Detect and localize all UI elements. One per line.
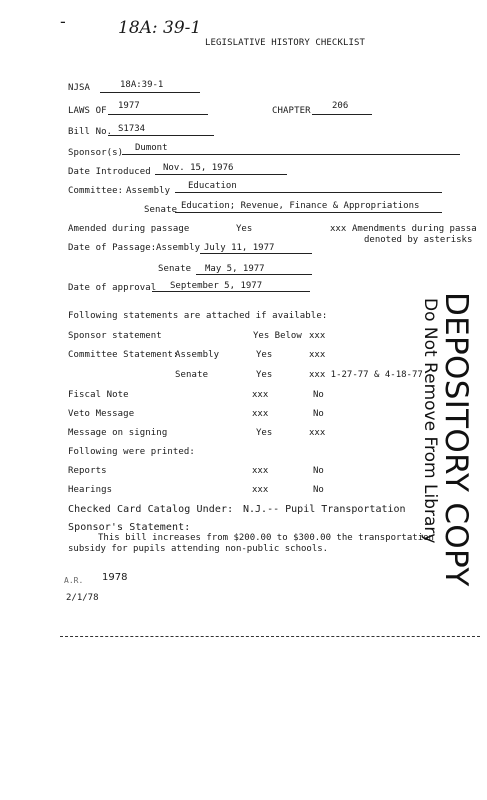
- laws-of-underline: [108, 114, 208, 115]
- passage-senate-value: May 5, 1977: [205, 264, 265, 274]
- committee-senate-value: Education; Revenue, Finance & Appropriations: [181, 201, 420, 211]
- handwritten-code: 18A: 39-1: [118, 18, 202, 38]
- card-catalog-label: Checked Card Catalog Under:: [68, 504, 234, 515]
- njsa-label: NJSA: [68, 83, 91, 93]
- bill-no-label: Bill No.: [68, 127, 113, 137]
- veto-no: No: [313, 409, 324, 419]
- sponsor-statement-no: xxx: [309, 331, 326, 341]
- sponsor-statement-label: Sponsor statement: [68, 331, 162, 341]
- committee-label: Committee:: [68, 186, 124, 196]
- committee-statement-label: Committee Statement:: [68, 350, 179, 360]
- dash-mark: -: [60, 12, 66, 31]
- hearings-yes: xxx: [252, 485, 269, 495]
- passage-assembly-underline: [200, 253, 312, 254]
- sponsor-text-line1: This bill increases from $200.00 to $300.00 the transportation: [98, 533, 434, 543]
- committee-statement-assembly-label: Assembly: [175, 350, 220, 360]
- sponsor-label: Sponsor(s): [68, 148, 124, 158]
- amended-yes: Yes: [236, 224, 253, 234]
- sponsor-statement-yes: Yes Below: [253, 331, 302, 341]
- amended-no: xxx: [330, 224, 347, 234]
- passage-assembly-value: July 11, 1977: [204, 243, 275, 253]
- dashed-separator: [60, 636, 480, 637]
- bill-no-value: S1734: [118, 124, 146, 134]
- committee-assembly-underline: [175, 192, 442, 193]
- laws-of-value: 1977: [118, 101, 140, 111]
- date-introduced-label: Date Introduced: [68, 167, 151, 177]
- sponsor-text-heading: Sponsor's Statement:: [68, 522, 191, 533]
- sponsor-underline: [122, 154, 460, 155]
- passage-assembly-label: Assembly: [156, 243, 201, 253]
- chapter-value: 206: [332, 101, 349, 111]
- njsa-underline: [100, 92, 200, 93]
- sponsor-value: Dumont: [135, 143, 168, 153]
- amendments-note-1: Amendments during passa: [352, 224, 477, 234]
- statements-intro: Following statements are attached if available:: [68, 311, 328, 321]
- amended-label: Amended during passage: [68, 224, 190, 234]
- fiscal-note-yes: xxx: [252, 390, 269, 400]
- hearings-label: Hearings: [68, 485, 113, 495]
- date-introduced-value: Nov. 15, 1976: [163, 163, 234, 173]
- committee-statement-assembly-yes: Yes: [256, 350, 273, 360]
- footer-initials: A.R.: [64, 576, 84, 585]
- njsa-value: 18A:39-1: [120, 80, 164, 90]
- chapter-label: CHAPTER: [272, 106, 311, 116]
- fiscal-note-label: Fiscal Note: [68, 390, 129, 400]
- approval-label: Date of approval: [68, 283, 157, 293]
- committee-statement-assembly-no: xxx: [309, 350, 326, 360]
- reports-label: Reports: [68, 466, 107, 476]
- fiscal-note-no: No: [313, 390, 324, 400]
- stamp-line2: Do Not Remove From Library: [420, 298, 440, 544]
- committee-statement-senate-label: Senate: [175, 370, 209, 380]
- hearings-no: No: [313, 485, 324, 495]
- passage-senate-underline: [196, 274, 312, 275]
- printed-intro: Following were printed:: [68, 447, 195, 457]
- approval-value: September 5, 1977: [170, 281, 263, 291]
- committee-assembly-label: Assembly: [126, 186, 171, 196]
- card-catalog-value: N.J.-- Pupil Transportation: [243, 504, 406, 515]
- page-title: LEGISLATIVE HISTORY CHECKLIST: [205, 38, 366, 48]
- depository-stamp: [418, 292, 474, 587]
- passage-senate-label: Senate: [158, 264, 192, 274]
- date-introduced-underline: [155, 174, 287, 175]
- chapter-underline: [312, 114, 372, 115]
- date-passage-label: Date of Passage:: [68, 243, 157, 253]
- amendments-note-2: denoted by asterisks: [364, 235, 473, 245]
- bill-no-underline: [108, 135, 214, 136]
- committee-statement-senate-no: xxx 1-27-77 & 4-18-77: [309, 370, 423, 380]
- committee-statement-senate-yes: Yes: [256, 370, 273, 380]
- footer-year: 1978: [102, 572, 128, 583]
- footer-date: 2/1/78: [66, 593, 99, 603]
- reports-yes: xxx: [252, 466, 269, 476]
- reports-no: No: [313, 466, 324, 476]
- veto-label: Veto Message: [68, 409, 135, 419]
- signing-no: xxx: [309, 428, 326, 438]
- sponsor-text-line2: subsidy for pupils attending non-public schools.: [68, 544, 329, 554]
- committee-senate-underline: [175, 212, 442, 213]
- veto-yes: xxx: [252, 409, 269, 419]
- approval-underline: [152, 291, 310, 292]
- laws-of-label: LAWS OF: [68, 106, 107, 116]
- stamp-line1: DEPOSITORY COPY: [438, 292, 474, 587]
- signing-label: Message on signing: [68, 428, 168, 438]
- committee-senate-label: Senate: [144, 205, 178, 215]
- committee-assembly-value: Education: [188, 181, 237, 191]
- signing-yes: Yes: [256, 428, 273, 438]
